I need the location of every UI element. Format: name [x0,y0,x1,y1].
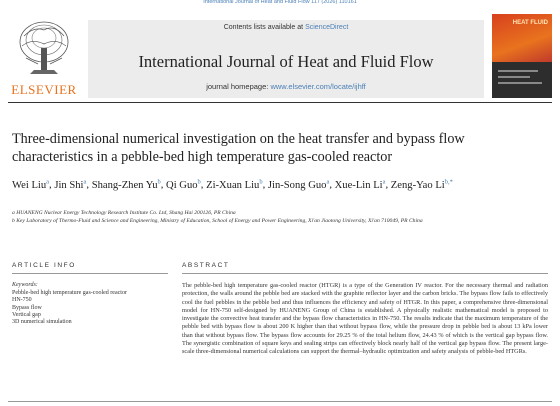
author[interactable]: Qi Guo$^b$ [166,178,201,191]
cover-title: HEAT FLUID [512,20,548,26]
abstract-text: The pebble-bed high temperature gas-cooled reactor (HTGR) is a type of the Generation IV reactor. For the necessary thermal and radiation protection, the walls around the pebble bed are stacked with the graphite reflector layer and the carbon bricks. The bypass flow fails to effectively cool the fuel pebbles in the pebble bed and thus influences the efficiency and safety of HTGR. In this paper, a comprehensive three-dimensional model for HN-750 self-designed by HUANENG Group of China is established. A physically realistic mathematical model is proposed to investigate the convective heat transfer and the bypass flow characteristics in HN-750. The results indicate that the maximum temperature of the pebble bed with bypass flow is about 200 K higher than that without bypass flow, while the pressure drop in pebble bed is about 13 kPa lower than that without bypass flow. The bypass flow accounts for 29.25 % of the total helium flow, 24.43 % of which is the vertical gap bypass flow. The synergistic combination of square keys and sealing strips can effectively block nearly half of the vertical gap bypass flow. The present large-scale three-dimensional numerical calculations can support the thermal–hydraulic optimization and safety analysis of pebble-bed HTGRs. [182,282,548,356]
keyword: Bypass flow [12,304,42,311]
contents-prefix: Contents lists available at [223,24,304,31]
affiliation-a: a HUANENG Nuclear Energy Technology Research Institute Co. Ltd, Shang Hai 200126, PR China [12,210,236,216]
elsevier-logo[interactable] [8,18,80,98]
journal-citation-line[interactable]: International Journal of Heat and Fluid Flow 117 (2026) 110161 [203,0,357,5]
affiliation-b: b Key Laboratory of Thermo-Fluid and Science and Engineering, Ministry of Education, School of Energy and Power Engineering, Xi'an Jiaotong University, Xi'an 710049, PR China [12,218,423,224]
author[interactable]: Zi-Xuan Liu$^b$ [206,178,263,191]
article-info-divider [12,273,168,274]
abstract-divider [182,273,548,274]
sciencedirect-link[interactable]: ScienceDirect [305,24,349,31]
contents-line [88,24,484,31]
author[interactable]: Zeng-Yao $Li^{b,*}$ [390,178,453,191]
author[interactable]: Xue-Lin Li$^a$ [334,178,386,191]
keyword: 3D numerical simulation [12,319,72,326]
cover-footer [492,62,552,98]
journal-header [8,10,552,98]
journal-cover-image[interactable] [492,14,552,98]
author[interactable]: Jin Shi$^a$ [54,178,87,191]
keyword: Vertical gap [12,311,41,318]
journal-title[interactable]: International Journal of Heat and Fluid Flow [138,52,434,71]
author[interactable]: Jin-Song Guo$^a$ [267,178,330,191]
journal-homepage-line [88,82,484,91]
elsevier-tree-icon [16,18,72,80]
keywords-list [12,290,162,326]
elsevier-wordmark: ELSEVIER [11,82,77,97]
abstract-heading: ABSTRACT [182,262,230,269]
homepage-link[interactable]: www.elsevier.com/locate/ijhff [270,82,366,91]
author[interactable]: Wei Liu$^a$ [12,178,50,191]
article-title: Three-dimensional numerical investigation on the heat transfer and bypass flow characteristics in a pebble-bed high temperature gas-cooled reactor [12,131,465,165]
author[interactable]: Shang-Zhen Yu$^b$ [91,178,161,191]
homepage-prefix: journal homepage: [206,82,269,91]
keywords-label: Keywords: [12,282,38,288]
keyword: HN-750 [12,297,32,304]
keyword: Pebble-bed high temperature gas-cooled reactor [12,290,127,296]
bottom-divider [8,401,552,402]
header-divider [8,102,552,103]
article-info-heading: ARTICLE INFO [12,262,76,269]
author-list: Wei Liu$^a$, Jin Shi$^a$, Shang-Zhen Yu$^b$, Qi Guo$^b$, Zi-Xuan Liu$^b$, Jin-Song Guo$^a$, Xue-Lin Li$^a$, Zeng-Yao $Li^{b,*}$ [12,178,453,191]
journal-info-box [88,20,484,98]
